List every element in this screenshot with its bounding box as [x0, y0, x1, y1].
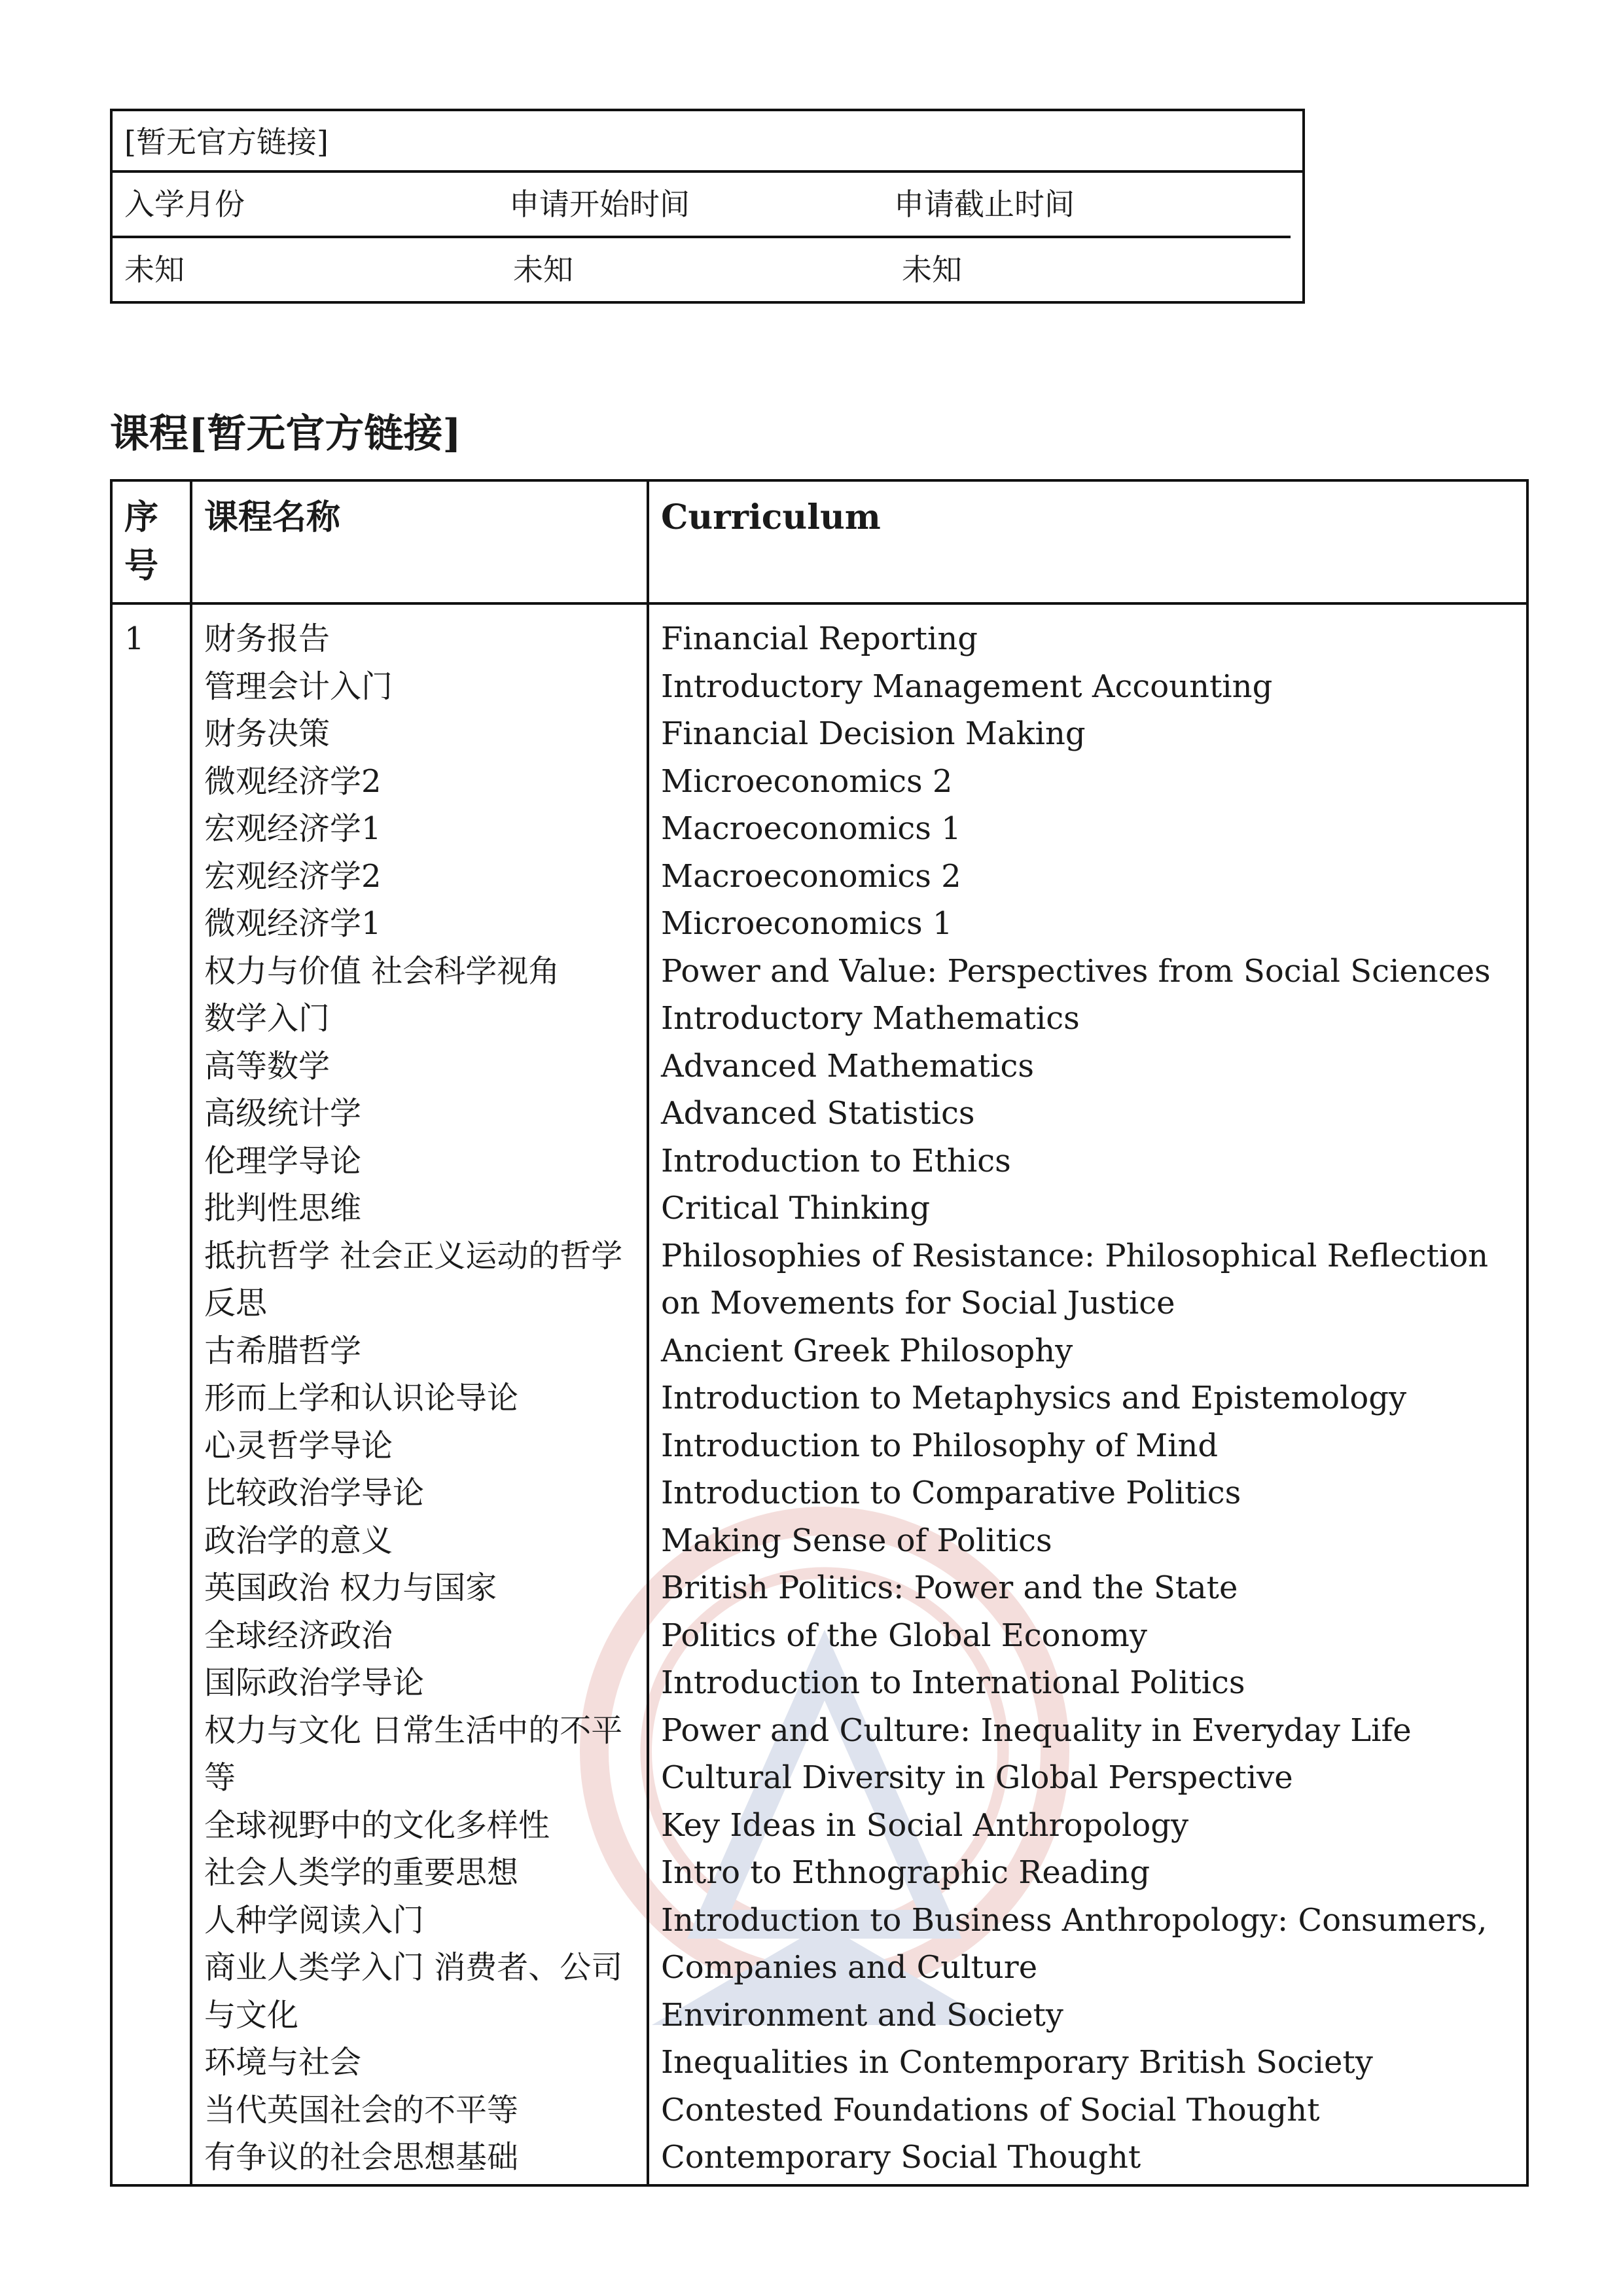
course-name-item: 权力与文化 日常生活中的不平等	[204, 1712, 623, 1796]
curriculum-item: Contested Foundations of Social Thought	[661, 2091, 1320, 2128]
curriculum-item: Introduction to Metaphysics and Epistemology	[661, 1380, 1407, 1416]
courses-section-title: 课程[暂无官方链接]	[110, 411, 461, 457]
courses-table-header	[111, 480, 1527, 603]
curriculum-item: Introduction to Business Anthropology: Consumers, Companies and Culture	[661, 1901, 1488, 1986]
curriculum-item: Key Ideas in Social Anthropology	[661, 1806, 1189, 1844]
course-name-item: 财务决策	[204, 715, 330, 752]
course-name-item: 英国政治 权力与国家	[204, 1570, 497, 1606]
curriculum-item: Environment and Society	[661, 1996, 1063, 2034]
course-name-item: 微观经济学2	[204, 762, 382, 800]
curriculum-item: Introductory Mathematics	[661, 1000, 1080, 1037]
course-name-item: 全球视野中的文化多样性	[204, 1806, 550, 1844]
course-name-item: 宏观经济学2	[204, 857, 382, 895]
intake-month-header: 入学月份	[124, 187, 245, 222]
course-name-item: 形而上学和认识论导论	[204, 1380, 519, 1416]
course-name-item: 环境与社会	[204, 2044, 362, 2081]
course-name-item: 商业人类学入门 消费者、公司与文化	[204, 1949, 623, 2034]
course-name-item: 管理会计入门	[204, 668, 393, 705]
application-deadline-value: 未知	[902, 252, 962, 287]
index-column-header: 序号	[111, 480, 191, 603]
curriculum-item: Power and Culture: Inequality in Everyday Life	[661, 1712, 1412, 1749]
application-start-value: 未知	[513, 252, 573, 287]
course-name-item: 古希腊哲学	[204, 1332, 362, 1369]
intake-month-value: 未知	[124, 252, 185, 287]
course-name-list	[191, 603, 648, 2185]
curriculum-item: Introduction to Ethics	[661, 1142, 1011, 1179]
course-name-item: 人种学阅读入门	[204, 1901, 425, 1939]
course-name-item: 宏观经济学1	[204, 810, 382, 847]
curriculum-item: Macroeconomics 1	[661, 810, 961, 847]
curriculum-item: Intro to Ethnographic Reading	[661, 1854, 1150, 1891]
course-name-item: 数学入门	[204, 1000, 330, 1037]
curriculum-item: Contemporary Social Thought	[661, 2139, 1141, 2176]
course-name-item: 财务报告	[204, 620, 330, 657]
curriculum-item: Introductory Management Accounting	[661, 668, 1273, 705]
intake-value-row	[113, 238, 1302, 301]
curriculum-item: Introduction to Comparative Politics	[661, 1475, 1241, 1511]
row-index: 1	[111, 603, 191, 2185]
application-deadline-header: 申请截止时间	[894, 187, 1075, 222]
curriculum-item: Advanced Mathematics	[661, 1047, 1034, 1085]
curriculum-item: Making Sense of Politics	[661, 1522, 1052, 1559]
course-name-item: 比较政治学导论	[204, 1475, 425, 1511]
table-row	[111, 603, 1527, 2185]
course-name-item: 抵抗哲学 社会正义运动的哲学反思	[204, 1237, 623, 1321]
curriculum-item: Macroeconomics 2	[661, 857, 961, 895]
intake-header-row	[113, 173, 1291, 238]
official-link-note: [暂无官方链接]	[113, 111, 1302, 173]
curriculum-item: Inequalities in Contemporary British Society	[661, 2044, 1373, 2081]
course-name-item: 权力与价值 社会科学视角	[204, 952, 560, 990]
course-name-item: 微观经济学1	[204, 905, 382, 942]
course-name-item: 伦理学导论	[204, 1142, 362, 1179]
curriculum-column-header: Curriculum	[648, 480, 1527, 603]
course-name-column-header: 课程名称	[191, 480, 648, 603]
intake-info-box	[110, 109, 1305, 304]
curriculum-item: Introduction to Philosophy of Mind	[661, 1427, 1219, 1464]
courses-table-body	[111, 603, 1527, 2185]
curriculum-item: Introduction to International Politics	[661, 1664, 1245, 1701]
curriculum-item: Power and Value: Perspectives from Social Sciences	[661, 952, 1491, 990]
course-name-item: 全球经济政治	[204, 1617, 393, 1654]
curriculum-item: Politics of the Global Economy	[661, 1617, 1147, 1654]
courses-table	[110, 479, 1529, 2187]
course-name-item: 高等数学	[204, 1047, 330, 1085]
curriculum-item: Financial Decision Making	[661, 715, 1086, 752]
course-name-item: 批判性思维	[204, 1190, 362, 1227]
course-name-item: 国际政治学导论	[204, 1664, 425, 1701]
curriculum-item: Microeconomics 1	[661, 905, 953, 942]
application-start-header: 申请开始时间	[509, 187, 690, 222]
course-name-item: 心灵哲学导论	[204, 1427, 393, 1464]
course-name-item: 有争议的社会思想基础	[204, 2139, 519, 2176]
curriculum-item: Philosophies of Resistance: Philosophical Reflection on Movements for Social Justice	[661, 1237, 1489, 1321]
curriculum-list	[648, 603, 1527, 2185]
course-name-item: 社会人类学的重要思想	[204, 1854, 519, 1891]
course-name-item: 高级统计学	[204, 1095, 362, 1132]
curriculum-item: Ancient Greek Philosophy	[661, 1332, 1073, 1369]
curriculum-item: British Politics: Power and the State	[661, 1570, 1238, 1606]
course-name-item: 政治学的意义	[204, 1522, 393, 1559]
curriculum-item: Microeconomics 2	[661, 762, 953, 800]
course-name-item: 当代英国社会的不平等	[204, 2091, 519, 2128]
curriculum-item: Critical Thinking	[661, 1190, 931, 1227]
curriculum-item: Cultural Diversity in Global Perspective	[661, 1759, 1293, 1796]
curriculum-item: Financial Reporting	[661, 620, 978, 657]
curriculum-item: Advanced Statistics	[661, 1095, 975, 1132]
